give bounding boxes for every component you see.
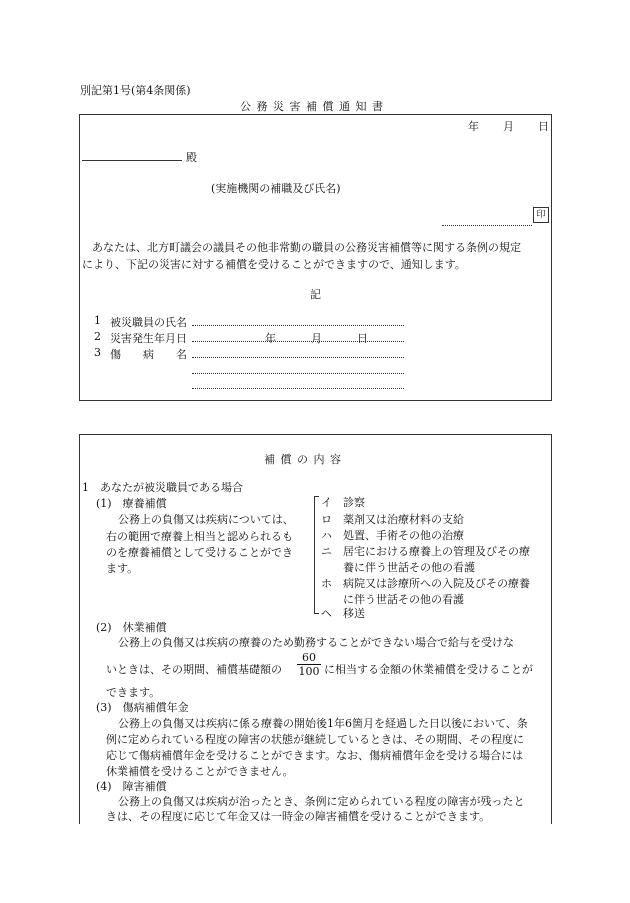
leave-line-3: できます。	[106, 686, 161, 699]
disability-line-1: 公務上の負傷又は疾病が治ったとき、条例に定められている程度の障害が残ったと	[118, 795, 525, 808]
item-1-num: 1	[94, 314, 101, 327]
item-2-month: 月	[311, 332, 322, 345]
item-1-field	[192, 314, 404, 326]
pension-line-3: 応じて傷病補償年金を受けることができます。なお、傷病補償年金を受ける場合には	[106, 749, 524, 762]
medical-text-1: 公務上の負傷又は疾病については、	[118, 513, 294, 526]
medical-heading: (1) 療養補償	[96, 497, 167, 510]
medical-list-8: ヘ 移送	[321, 607, 365, 620]
pension-line-4: 休業補償を受けることができません。	[106, 765, 294, 778]
addressee-line	[82, 160, 182, 161]
disability-heading: (4) 障害補償	[96, 780, 167, 793]
pension-line-1: 公務上の負傷又は疾病に係る療養の開始後1年6箇月を経過した日以後において、条	[118, 717, 528, 730]
notice-body-line2: により、下記の災害に対する補償を受けることができますので、通知します。	[82, 258, 466, 271]
leave-line-2a: いときは、その期間、補償基礎額の	[106, 663, 282, 676]
item-2-year: 年	[265, 332, 276, 345]
medical-list-1: イ 診察	[321, 496, 365, 509]
notice-body-line1: あなたは、北方町議会の議員その他非常勤の職員の公務災害補償等に関する条例の規定	[92, 241, 521, 254]
addressee-suffix: 殿	[186, 151, 197, 164]
leave-line-2b: に相当する金額の休業補償を受けることが	[324, 663, 533, 676]
item-1-label: 被災職員の氏名	[110, 316, 187, 329]
item-2-num: 2	[94, 330, 101, 343]
item-3-field-3	[192, 377, 404, 389]
item-2-label: 災害発生年月日	[110, 332, 187, 345]
leave-fraction-numerator: 60	[297, 651, 321, 665]
medical-list-6: ホ 病院又は診療所への入院及びその療養	[321, 577, 530, 590]
notice-date-day: 日	[538, 120, 549, 133]
leave-fraction	[297, 651, 321, 678]
item-3-num: 3	[94, 346, 101, 359]
item-2-day: 日	[357, 332, 368, 345]
leave-line-1: 公務上の負傷又は疾病の療養のため勤務することができない場合で給与を受けな	[118, 636, 514, 649]
medical-list-7: に伴う世話その他の看護	[321, 593, 464, 606]
section-1-heading: 1 あなたが被災職員である場合	[82, 481, 243, 494]
item-3-field	[192, 346, 404, 358]
medical-text-4: ます。	[106, 562, 139, 575]
seal-mark: 印	[533, 207, 549, 223]
medical-text-2: 右の範囲で療養上相当と認められるも	[106, 530, 293, 543]
pension-line-2: 例に定められている程度の障害の状態が継続しているときは、その期間、その程度に	[106, 733, 524, 746]
medical-list-5: 養に伴う世話その他の看護	[321, 561, 475, 574]
page-title: 公 務 災 害 補 償 通 知 書	[240, 100, 384, 113]
item-2-field	[192, 330, 404, 342]
notice-date-month: 月	[503, 120, 514, 133]
item-3-label: 傷 病 名	[110, 348, 187, 361]
medical-list-3: ハ 処置、手術その他の治療	[321, 529, 464, 542]
medical-brace	[314, 496, 319, 614]
medical-text-3: のを療養補償として受けることができ	[106, 546, 293, 559]
disability-line-2: きは、その程度に応じて年金又は一時金の障害補償を受けることができます。	[106, 810, 491, 823]
notice-date-year: 年	[468, 120, 479, 133]
pension-heading: (3) 傷病補償年金	[96, 701, 189, 714]
issuer-label: (実施機関の補職及び氏名)	[211, 182, 341, 195]
details-title: 補 償 の 内 容	[264, 453, 342, 466]
issuer-signature-line	[442, 213, 532, 226]
medical-list-2: ロ 薬剤又は治療材料の支給	[321, 513, 464, 526]
leave-heading: (2) 休業補償	[96, 621, 167, 634]
item-3-field-2	[192, 362, 404, 374]
leave-fraction-denominator: 100	[298, 665, 320, 678]
form-label: 別記第1号(第4条関係)	[80, 84, 191, 97]
medical-list-4: ニ 居宅における療養上の管理及びその療	[321, 545, 530, 558]
ki-heading: 記	[310, 288, 321, 301]
